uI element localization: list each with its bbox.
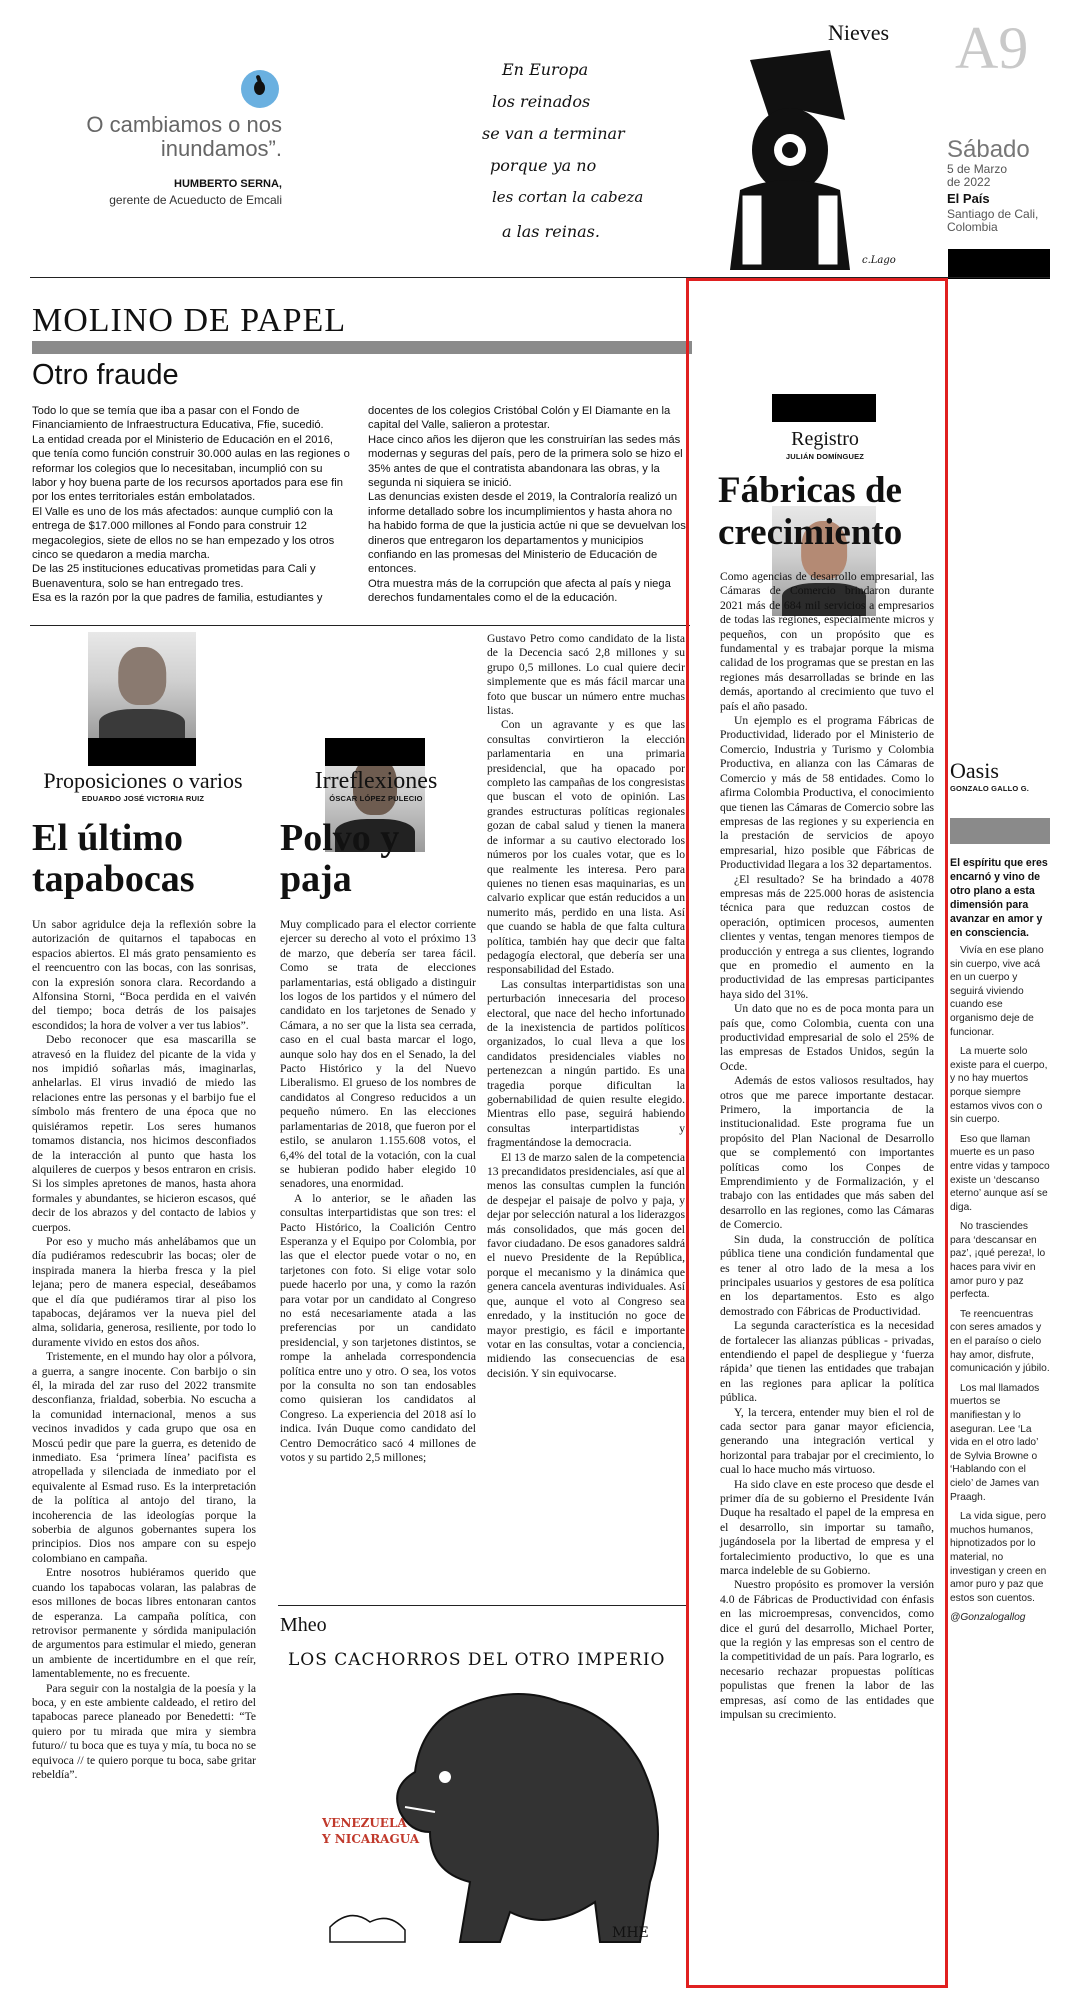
section-rule [32,341,692,354]
editorial-rule [30,625,690,626]
cartoon-top-line: los reinados [492,92,591,111]
column-headline: El último tapabocas [32,817,195,900]
cartoon-caption: LOS CACHORROS DEL OTRO IMPERIO [288,1650,666,1670]
column-kicker: Proposiciones o varios [43,768,243,793]
column-author: EDUARDO JOSÉ VICTORIA RUIZ [81,794,205,803]
editorial-paragraph: El Valle es uno de los más afectados: aunque cumplió con la entrega de $17.000 millones al Fondo para construir 12 megacolegios, siete de ellos no se han empezado y los otros cinco se quedaron a media marcha. [32,505,335,562]
column-headline: Polvo y paja [280,817,400,900]
column-paragraph: Como agencias de desarrollo empresarial, las Cámaras de Comercio brindaron durante 2021 más de 684 mil servicios a empresarios de todas las regiones, especialmente micros y pequeños, con un propósito que es fundamental y es trabajar porque la misma calidad de los programas que se prestan en las regiones más desarrolladas se brinde en las demás, aportando al crecimiento que tuvo el país el año pasado. [720,570,934,713]
editorial-paragraph: docentes de los colegios Cristóbal Colón y El Diamante en la capital del Valle, salieron a protestar. [368,405,671,432]
photo-redaction [325,738,425,766]
column-paragraph: Muy complicado para el elector corriente ejercer su derecho al voto el próximo 13 de marzo, que debería ser tarea fácil. Como se trata de elecciones parlamentarias, está obligado a distinguir los logos de los partidos y el número del candidato en los tarjetones de Senado y Cámara, a no ser que la lista sea cerrada, caso en el cual basta marcar el logo, aunque solo hay dos en el Senado, la del Pacto Histórico y la del Nuevo Liberalismo. El grueso de los nombres de candidatos al Congreso reducidos a un pequeño número. En las elecciones parlamentarias de 2018, que fueron por el estilo, se anularon 1.155.608 votos, el 6,4% del total de la votación, con la cual se hubieran podido haber elegido 10 senadores, una enormidad. [280,918,476,1191]
gallo-lead: El espíritu que eres encarnó y vino de otro plano a esta dimensión para avanzar en amor y en consciencia. [950,857,1048,939]
cartoon-rule [278,1605,688,1606]
editorial-col-2 [368,404,686,606]
editorial-paragraph: Todo lo que se temía que iba a pasar con el Fondo de Financiamiento de Infraestructura Educativa, Ffie, sucedió. [32,405,324,432]
column-body [32,918,256,1782]
quote-bubble-icon [241,70,279,108]
column-paragraph: Para seguir con la nostalgia de la poesía y la boca, y en este ambiente caldeado, el retiro del tapabocas parece planeado por Benedetti: “Te quiero por tu mirada que mira y siembra futuro// tu boca que es tuya y mía, tu boca no se equivoca // te quiero porque tu boca, sabe gritar rebeldía”. [32,1681,256,1781]
column-paragraph: Ha sido clave en este proceso que desde el primer día de su gobierno el Presidente Iván Duque ha resaltado el papel de la empresa en el desarrollo, sin importar su tamaño, jugándosela por la libertad de empresa y el fortalecimiento productivo, lo que es una marca indeleble de su Gobierno. [720,1477,934,1578]
quote-text: O cambiamos o nos inundamos”. [86,112,282,161]
quote-role: gerente de Acueducto de Emcali [109,193,282,207]
column-paragraph: Nuestro propósito es promover la versión 4.0 de Fábricas de Productividad con énfasis en las microempresas, convencidos, como dice el gurú del desarrollo, Michael Porter, que la región y las empresas son el centro de la competitividad de un país. Para lograrlo, es necesario rechazar propuestas políticas populistas que frenen la labor de las empresas, así como de las entidades que impulsan su crecimiento. [720,1578,934,1722]
editorial-paragraph: Las denuncias existen desde el 2019, la Contraloría realizó un informe detallado sobre los incumplimientos y hasta ahora no ha habido forma de que la justicia actúe ni que se devuelvan los dineros que entregaron los departamentos y municipios confiando en las promesas del Ministerio de Educación de entonces. [368,491,686,576]
quote-author: HUMBERTO SERNA, [174,178,282,190]
cartoon-top [470,50,700,260]
editorial-paragraph: La entidad creada por el Ministerio de Educación en el 2016, que tenía como función construir 30.000 aulas en las regiones o reformar los colegios que lo necesitaban, incumplió con su labor y hoy buena parte de los recursos aportados para ese fin por los entes territoriales están embolatados. [32,433,350,504]
gallo-handle: @Gonzalogallog [950,1612,1026,1624]
cartoon-top-line: se van a terminar [482,124,625,143]
date-day: Sábado [947,136,1030,163]
photo-redaction [772,394,876,422]
column-paragraph: Un sabor agridulce deja la reflexión sobre la autorización de quitarnos el tapabocas en espacios abiertos. El más grato pensamiento es el reencuentro con las bocas, con las sonrisas, con la expresión sonora clara. Recordando a Alfonsina Storni, “Boca perdida en el vaivén del tiempo; boca detrás de los paisajes escondidos; la hora de volver a ver tus labios”. [32,918,256,1032]
column-paragraph: El 13 de marzo salen de la competencia 13 precandidatos presidenciales, así que al menos las consultas cumplen la función de despejar el paisaje de polvo y paja, y dejar por selección natural a los liderazgos más consolidados, que más gocen del favor ciudadano. De esos ganadores saldrá el nuevo Presidente de la República, porque el mecanismo y la dinámica que genera cancela aventuras individuales. Así que, aunque el voto al Congreso sea enredado, y la institución no goce de mayor prestigio, es fácil e importante votar en las consultas, votar a conciencia, midiendo las consecuencias de esa decisión. Y sin equivocarse. [487,1150,685,1380]
gallo-paragraph: Te reencuentras con seres amados y en el paraíso o cielo hay amor, disfrute, comunicación y júbilo. [950,1308,1050,1375]
cartoon-top-line: En Europa [502,60,589,79]
column-body-continued [487,632,685,1381]
column-paragraph: Además de estos valiosos resultados, hay otros que me parece importante destacar. Primero, la importancia de la institucionalidad. Este programa fue un propósito del Plan Nacional de Desarrollo que se complementó con importantes políticas como los Conpes de Emprendimiento y de Formalización, y el trabajo con las entidades que más saben del desarrollo en las regiones, como las Cámaras de Comercio. [720,1074,934,1232]
column-author: JULIÁN DOMÍNGUEZ [785,452,865,461]
gallo-paragraph: Vivía en ese plano sin cuerpo, vive acá en un cuerpo y seguirá viviendo cuando ese organismo deje de funcionar. [950,945,1044,1038]
column-paragraph: Por eso y mucho más anhelábamos que un día pudiéramos redescubrir las bocas; oler de inspirada manera la hierba fresca y la piel lejana; pero de manera especial, deseábamos que el día que pudiéramos tirar al piso los tapabocas, dejáramos ver la nueva piel del alma, solidaria, generosa, resiliente, por todo lo duramente vivido en estos dos años. [32,1234,256,1349]
column-paragraph: Con un agravante y es que las consultas convirtieron la elección parlamentaria en una primaria presidencial, que ha opacado por completo las campañas de los congresistas que buscan el voto de opinión. Las grandes estructuras políticas regionales gozan de cabal salud y tienen la manera de informar a su cautivo electorado los números por los cuales votar, que es lo que realmente les interesa. Pero para quienes no tienen esas maquinarias, es un calvario explicar que están reducidos a un numerito más, perdido en una lista. Así que cuando se habla de que falta cultura política, también hay que decir que falta pedagogía electoral, que debería ser una responsabilidad del Estado. [487,718,685,977]
cartoon-top-line: porque ya no [490,156,597,175]
gallo-rule [950,818,1050,844]
column-paragraph: Entre nosotros hubiéramos querido que cuando los tapabocas volaran, las palabras de esos millones de bocas libres entonaran cantos de esperanza. La campaña política, con retrovisor permanente y sórdida manipulación de argumentos para estimular el miedo, generan un ambiente de incertidumbre en el que reír, lamentablemente, no es frecuente. [32,1566,256,1681]
page-number: A9 [955,15,1029,81]
cartoon-top-figure [680,40,870,270]
column-paragraph: Las consultas interpartidistas son una perturbación innecesaria del proceso electoral, que nace del hecho infortunado de la inexistencia de partidos políticos organizados, lo cual lleva a que los candidatos presidenciales viables no pertenezcan a ningún partido. Es una tragedia porque dificultan la gobernabilidad de quien resulte elegido. Mientras ello pase, seguirá habiendo consultas interpartidistas y fragmentándose la democracia. [487,977,685,1150]
gallo-paragraph: No trasciendes para ‘descansar en paz’, ¡qué pereza!, lo haces para vivir en amor puro y paz perfecta. [950,1221,1046,1301]
column-paragraph: Sin duda, la construcción de política pública tiene una condición fundamental que es tener al otro lado de la mesa a los principales usuarios y gestores de esa política en los departamentos. Esto es algo demostrado con Fábricas de Productividad. [720,1232,934,1318]
cartoon-label: VENEZUELA Y NICARAGUA [322,1816,420,1846]
editorial-paragraph: Esa es la razón por la que padres de familia, estudiantes y [32,592,323,605]
gallo-paragraph: Los mal llamados muertos se manifiestan y lo aseguran. Lee ‘La vida en el otro lado’ de Sylvia Browne o ‘Hablando con el cielo’ de James van Praagh. [950,1382,1040,1503]
editorial-paragraph: Hace cinco años les dijeron que les construirían las sedes más modernas y seguras del país, pero de la primera solo se hizo el 35% antes de que el contratista abandonara las obras, y la segunda ni siquiera se inició. [368,433,683,490]
masthead-redaction [948,249,1050,279]
column-paragraph: Debo reconocer que esa mascarilla se atravesó en la fluidez del picante de la vida y nos impidió soñarlas más, imaginarlas, anhelarlas. El virus invadió de miedo las relaciones entre las personas y el barbijo fue el símbolo más frentero de una época que no quisiéramos repetir. Los seres humanos tomamos distancia, nos hicimos desconfiados de la interacción al punto que hasta los alquileres de cuerpos y besos entraron en crisis. Si los simples apretones de manos, hasta ahora formales y abundantes, se hicieron escasos, qué decir de los abrazos y del contacto de labios y cuerpos. [32,1033,256,1234]
section-name: Nieves [828,20,890,45]
column-body [720,570,934,1723]
column-body [280,918,476,1465]
column-author: ÓSCAR LÓPEZ PULECIO [329,794,423,803]
gallo-paragraph: La muerte solo existe para el cuerpo, y no hay muertos porque siempre estamos vivos con o sin cuerpo. [950,1046,1048,1126]
column-paragraph: ¿El resultado? Se ha brindado a 4078 empresas más de 225.000 horas de asistencia técnica para que reduzcan costos de operación, optimicen procesos, aumenten clientes y ventas, tengan menores tiempos de producción y entrega a sus clientes, logrando que en promedio el aumento en la productividad de las empresas participantes haya sido del 31%. [720,872,934,1001]
editorial-paragraph: Otra muestra más de la corrupción que afecta al país y niega derechos fundamentales como el de la educación. [368,577,671,605]
place: Santiago de Cali, Colombia [947,207,1039,234]
column-paragraph: Tristemente, en el mundo hay olor a pólvora, a guerra, a sangre inocente. Con barbijo o sin él, la mirada del zar ruso del 2022 transmite desconfianza, frialdad, soberbia. No escucha a la comunidad internacional, menos a sus vecinos invadidos y cada grupo que osa en Moscú pedir que pare la guerra, es detenido de inmediato. Esa ‘primera línea’ pacifista es atropellada y silenciada de inmediato por el equivalente al Esmad ruso. Es la interpretación de la política al antojo del tirano, la incoherencia de las ideologías porque la soberbia de algunos gobernantes supera los principios. Dios nos ampare con su espejo colombiano en campaña. [32,1350,256,1565]
cartoon-signature: MHE [612,1925,649,1941]
column-paragraph: La segunda característica es la necesidad de fortalecer las alianzas públicas - privadas, entendiendo el papel de despliegue y ‘fuerza rápida’ que tienen las entidades que trabajan en las regiones para aplicar la política pública. [720,1319,934,1405]
gallo-paragraph: La vida sigue, pero muchos humanos, hipnotizados por lo material, no investigan y creen en amor puro y paz que estos son cuentos. [950,1511,1047,1604]
cartoon-top-signature: c.Lago [862,255,896,266]
editorial-col-1 [32,404,350,606]
cartoon-top-line: a las reinas. [502,222,600,241]
date-text: 5 de Marzo de 2022 [947,162,1008,189]
cartoon-top-line: les cortan la cabeza [492,188,644,206]
section-title: MOLINO DE PAPEL [32,302,347,339]
gallo-paragraph: Eso que llaman muerte es un paso entre vidas y tampoco existe un ‘descanso eterno’ aunque así se diga. [950,1133,1050,1213]
photo-redaction [88,738,196,766]
column-paragraph: Un dato que no es de poca monta para un país que, como Colombia, cuenta con una productividad empresarial de solo el 25% de las empresas de Estados Unidos, según la Ocde. [720,1002,934,1073]
paper-name: El País [947,191,990,206]
cartoon-author: Mheo [280,1614,327,1636]
column-author: GONZALO GALLO G. [950,784,1030,793]
column-kicker: Irreflexiones [314,768,438,794]
column-paragraph: A lo anterior, se le añaden las consultas interpartidistas que son tres: el Pacto Histórico, la Coalición Centro Esperanza y el Equipo por Colombia, por las que el elector puede votar o no, en tarjetones con foto. Si elige votar solo puede hacerlo por una, y como la razón para votar por un candidato al Congreso no está necesariamente atada a las preferencias por un candidato presidencial, y son tarjetones distintos, se rompe la anhelada correspondencia política entre uno y otro. O sea, los votos por la consulta no son tan endosables como quisieran los candidatos al Congreso. La experiencia del 2018 así lo indica. Iván Duque como candidato del Centro Democrático sacó 4 millones de votos y su partido 2,5 millones; [280,1191,476,1465]
editorial-title: Otro fraude [32,359,179,391]
editorial-paragraph: De las 25 instituciones educativas prometidas para Cali y Buenaventura, solo se han entregado tres. [32,563,316,590]
column-kicker: Registro [791,428,859,450]
column-paragraph: Y, la tercera, entender muy bien el rol de cada sector para ganar mayor eficiencia, generando una integración vertical y horizontal para trabajar por el crecimiento, lo cual lo hace mucho más virtuoso. [720,1405,934,1477]
column-paragraph: Gustavo Petro como candidato de la lista de la Decencia sacó 2,8 millones y su grupo 0,5 millones. Lo cual quiere decir simplemente que es más fácil marcar una foto que buscar un número entre muchas listas. [487,632,685,718]
author-photo [88,632,196,742]
gallo-body [950,944,1050,1625]
column-headline: Fábricas de crecimiento [718,470,903,553]
column-paragraph: Un ejemplo es el programa Fábricas de Productividad, liderado por el Ministerio de Comercio, Industria y Turismo y Colombia Productiva, en alianza con las Cámaras de Comercio y más de 58 entidades. Como lo afirma Colombia Productiva, el conocimiento que tienen las Cámaras de Comercio sobre las empresas de las regiones y su experiencia en la prestación de servicios de apoyo empresarial, hizo posible que Fábricas de Productividad llegara a los 32 departamentos. [720,714,934,872]
column-kicker: Oasis [950,758,999,783]
